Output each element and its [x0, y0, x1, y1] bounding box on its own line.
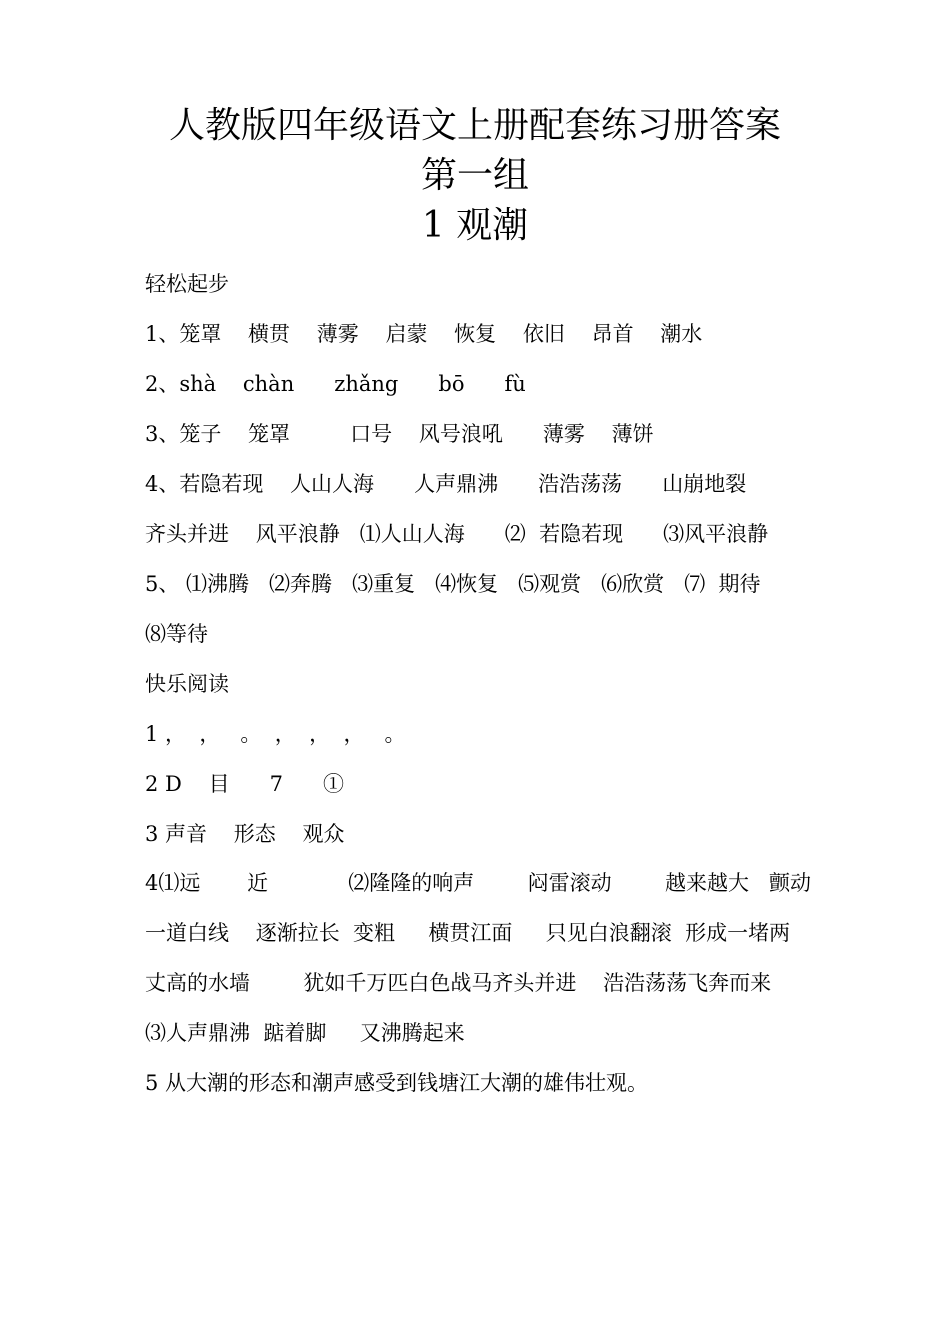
group-heading: 第一组: [420, 155, 529, 196]
section-heading-reading: 快乐阅读: [145, 672, 229, 696]
answer-line: 1 ， ， 。 ， ， ， 。: [145, 722, 406, 746]
answer-line: 齐头并进 风平浪静 ⑴人山人海 ⑵ 若隐若现 ⑶风平浪静: [145, 522, 769, 546]
section-heading-warmup: 轻松起步: [145, 272, 229, 296]
answer-line: 3、笼子 笼罩 口号 风号浪吼 薄雾 薄饼: [145, 422, 654, 446]
answer-line: 5 从大潮的形态和潮声感受到钱塘江大潮的雄伟壮观。: [145, 1071, 649, 1095]
answer-line: 3 声音 形态 观众: [145, 822, 345, 846]
answer-line: 1、笼罩 横贯 薄雾 启蒙 恢复 依旧 昂首 潮水: [145, 322, 703, 346]
answer-line: ⑻等待: [145, 622, 208, 646]
document-title: 人教版四年级语文上册配套练习册答案: [168, 105, 781, 146]
answer-line: 一道白线 逐渐拉长 变粗 横贯江面 只见白浪翻滚 形成一堵两: [145, 921, 791, 945]
lesson-heading: 1 观潮: [421, 205, 529, 246]
answer-line: 4、若隐若现 人山人海 人声鼎沸 浩浩荡荡 山崩地裂: [145, 472, 747, 496]
answer-line: ⑶人声鼎沸 踮着脚 又沸腾起来: [145, 1021, 465, 1045]
answer-line: 2 D 目 7 ①: [145, 772, 345, 796]
answer-line: 5、 ⑴沸腾 ⑵奔腾 ⑶重复 ⑷恢复 ⑸观赏 ⑹欣赏 ⑺ 期待: [145, 572, 761, 596]
answer-line: 4⑴远 近 ⑵隆隆的响声 闷雷滚动 越来越大 颤动: [145, 871, 812, 895]
answer-line: 2、shà chàn zhǎng bō fù: [145, 372, 526, 396]
answer-line: 丈高的水墙 犹如千万匹白色战马齐头并进 浩浩荡荡飞奔而来: [145, 971, 772, 995]
